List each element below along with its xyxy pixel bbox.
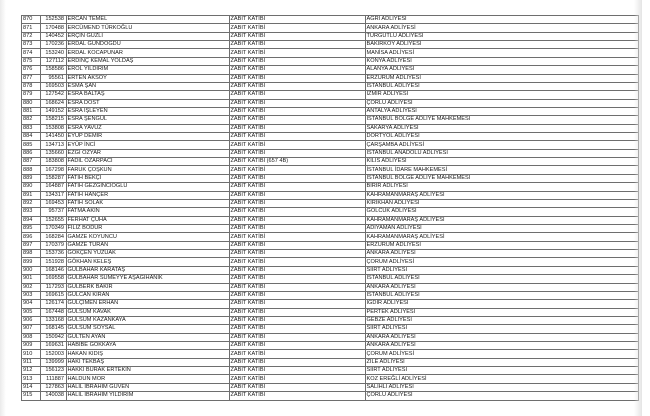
row-number-cell: 892 [22,199,41,207]
table-row [22,383,639,391]
row-number-cell: 912 [22,367,41,375]
job-title-cell: ZABIT KATİBİ [229,316,365,324]
registry-number-cell: 153240 [41,49,67,57]
job-title-cell: ZABIT KATİBİ [229,258,365,266]
table-row [22,350,639,358]
full-name-cell: FARUK ÇOŞKUN [66,166,229,174]
row-number-cell: 897 [22,241,41,249]
registry-number-cell: 126174 [41,300,67,308]
registry-number-cell: 169615 [41,291,67,299]
full-name-cell: GÜLBERK BAKIR [66,283,229,291]
job-title-cell: ZABIT KATİBİ [229,392,365,400]
table-row [22,325,639,333]
full-name-cell: ESRA BALTAŞ [66,91,229,99]
table-row [22,16,639,24]
full-name-cell: GAMZE KOYUNCU [66,233,229,241]
registry-number-cell: 111887 [41,375,67,383]
full-name-cell: GÜLBAHAR SÜMEYYE AŞAĞIHANİK [66,275,229,283]
full-name-cell: FATİH GEZGİNCİOĞLU [66,183,229,191]
assigned-courthouse-cell: ÇARŞAMBA ADLİYESİ [365,141,638,149]
job-title-cell: ZABIT KATİBİ [229,216,365,224]
row-number-cell: 910 [22,350,41,358]
full-name-cell: ERCÜMEND TÜRKOĞLU [66,24,229,32]
full-name-cell: GÖKHAN KELEŞ [66,258,229,266]
full-name-cell: GÜLSÜM KAZANKAYA [66,316,229,324]
table-row [22,342,639,350]
registry-number-cell: 167298 [41,166,67,174]
job-title-cell: ZABIT KATİBİ [229,350,365,358]
full-name-cell: HAKAN KIDIŞ [66,350,229,358]
assigned-courthouse-cell: IĞDIR ADLİYESİ [365,300,638,308]
row-number-cell: 881 [22,107,41,115]
row-number-cell: 888 [22,166,41,174]
registry-number-cell: 153808 [41,124,67,132]
assigned-courthouse-cell: PERTEK ADLİYESİ [365,308,638,316]
personnel-table [21,15,639,401]
table-row [22,208,639,216]
registry-number-cell: 152003 [41,350,67,358]
registry-number-cell: 127542 [41,91,67,99]
full-name-cell: EYÜP İNCİ [66,141,229,149]
registry-number-cell: 158586 [41,66,67,74]
row-number-cell: 882 [22,116,41,124]
full-name-cell: GAMZE TURAN [66,241,229,249]
assigned-courthouse-cell: KAHRAMANMARAŞ ADLİYESİ [365,216,638,224]
registry-number-cell: 167448 [41,308,67,316]
assigned-courthouse-cell: ÇORUM ADLİYESİ [365,258,638,266]
job-title-cell: ZABIT KATİBİ [229,325,365,333]
assigned-courthouse-cell: ANKARA ADLİYESİ [365,283,638,291]
row-number-cell: 902 [22,283,41,291]
table-row [22,199,639,207]
job-title-cell: ZABIT KATİBİ [229,133,365,141]
job-title-cell: ZABIT KATİBİ [229,333,365,341]
table-row [22,392,639,400]
full-name-cell: HALDUN MOR [66,375,229,383]
assigned-courthouse-cell: GÖLCÜK ADLİYESİ [365,208,638,216]
assigned-courthouse-cell: KONYA ADLİYESİ [365,57,638,65]
job-title-cell: ZABIT KATİBİ [229,283,365,291]
full-name-cell: FATMA AKIN [66,208,229,216]
registry-number-cell: 95561 [41,74,67,82]
registry-number-cell: 183808 [41,158,67,166]
page-edge-shadow-left [0,0,6,416]
table-row [22,32,639,40]
assigned-courthouse-cell: İSTANBUL ADLİYESİ [365,275,638,283]
table-row [22,166,639,174]
table-row [22,141,639,149]
job-title-cell: ZABIT KATİBİ [229,149,365,157]
table-row [22,66,639,74]
full-name-cell: GÖKÇEN YÜZÜAK [66,250,229,258]
job-title-cell: ZABIT KATİBİ [229,32,365,40]
job-title-cell: ZABIT KATİBİ [229,174,365,182]
registry-number-cell: 158287 [41,174,67,182]
assigned-courthouse-cell: İSTANBUL ADLİYESİ [365,291,638,299]
registry-number-cell: 152538 [41,16,67,24]
assigned-courthouse-cell: AĞRI ADLİYESİ [365,16,638,24]
row-number-cell: 883 [22,124,41,132]
row-number-cell: 911 [22,358,41,366]
table-row [22,183,639,191]
row-number-cell: 903 [22,291,41,299]
registry-number-cell: 140452 [41,32,67,40]
job-title-cell: ZABIT KATİBİ [229,383,365,391]
assigned-courthouse-cell: ERZURUM ADLİYESİ [365,241,638,249]
registry-number-cell: 139999 [41,358,67,366]
assigned-courthouse-cell: ANKARA ADLİYESİ [365,342,638,350]
job-title-cell: ZABIT KATİBİ [229,358,365,366]
row-number-cell: 873 [22,41,41,49]
registry-number-cell: 158215 [41,116,67,124]
registry-number-cell: 134317 [41,191,67,199]
full-name-cell: ERÇİN GÜZLİ [66,32,229,40]
registry-number-cell: 156123 [41,367,67,375]
row-number-cell: 908 [22,333,41,341]
table-row [22,216,639,224]
registry-number-cell: 133168 [41,316,67,324]
assigned-courthouse-cell: İSTANBUL ADLİYESİ [365,82,638,90]
full-name-cell: FATİH SOLAK [66,199,229,207]
full-name-cell: HAKİ TEKBAŞ [66,358,229,366]
row-number-cell: 879 [22,91,41,99]
table-row [22,99,639,107]
full-name-cell: FERHAT ÇUHA [66,216,229,224]
table-row [22,116,639,124]
table-row [22,24,639,32]
table-row [22,107,639,115]
full-name-cell: FATİH HANÇER [66,191,229,199]
row-number-cell: 894 [22,216,41,224]
table-row [22,158,639,166]
full-name-cell: ESRA YAVUZ [66,124,229,132]
full-name-cell: FATİH BEKÇİ [66,174,229,182]
table-row [22,258,639,266]
assigned-courthouse-cell: GEBZE ADLİYESİ [365,316,638,324]
registry-number-cell: 168146 [41,266,67,274]
table-row [22,174,639,182]
full-name-cell: ERDİNÇ KEMAL YOLDAŞ [66,57,229,65]
row-number-cell: 872 [22,32,41,40]
job-title-cell: ZABIT KATİBİ [229,24,365,32]
job-title-cell: ZABIT KATİBİ [229,183,365,191]
table-row [22,291,639,299]
row-number-cell: 885 [22,141,41,149]
row-number-cell: 878 [22,82,41,90]
table-row [22,250,639,258]
table-row [22,49,639,57]
registry-number-cell: 168284 [41,233,67,241]
assigned-courthouse-cell: BAKIRKÖY ADLİYESİ [365,41,638,49]
table-row [22,333,639,341]
registry-number-cell: 151928 [41,258,67,266]
row-number-cell: 904 [22,300,41,308]
job-title-cell: ZABIT KATİBİ [229,291,365,299]
registry-number-cell: 168145 [41,325,67,333]
registry-number-cell: 169631 [41,342,67,350]
job-title-cell: ZABIT KATİBİ [229,124,365,132]
table-row [22,57,639,65]
row-number-cell: 913 [22,375,41,383]
job-title-cell: ZABIT KATİBİ [229,300,365,308]
row-number-cell: 895 [22,224,41,232]
registry-number-cell: 170379 [41,241,67,249]
row-number-cell: 899 [22,258,41,266]
table-row [22,224,639,232]
row-number-cell: 890 [22,183,41,191]
registry-number-cell: 164887 [41,183,67,191]
assigned-courthouse-cell: KAHRAMANMARAŞ ADLİYESİ [365,233,638,241]
row-number-cell: 906 [22,316,41,324]
assigned-courthouse-cell: SİİRT ADLİYESİ [365,266,638,274]
registry-number-cell: 117293 [41,283,67,291]
assigned-courthouse-cell: KİLİS ADLİYESİ [365,158,638,166]
assigned-courthouse-cell: TURGUTLU ADLİYESİ [365,32,638,40]
full-name-cell: ERTEN AKSOY [66,74,229,82]
assigned-courthouse-cell: SALİHLİ ADLİYESİ [365,383,638,391]
registry-number-cell: 95737 [41,208,67,216]
row-number-cell: 871 [22,24,41,32]
job-title-cell: ZABIT KATİBİ [229,266,365,274]
table-row [22,91,639,99]
full-name-cell: FADIL ÖZARPACI [66,158,229,166]
assigned-courthouse-cell: İSTANBUL BÖLGE ADLİYE MAHKEMESİ [365,174,638,182]
registry-number-cell: 150942 [41,333,67,341]
personnel-table-body [22,16,639,401]
registry-number-cell: 127112 [41,57,67,65]
job-title-cell: ZABIT KATİBİ [229,250,365,258]
row-number-cell: 877 [22,74,41,82]
row-number-cell: 886 [22,149,41,157]
job-title-cell: ZABIT KATİBİ [229,199,365,207]
row-number-cell: 915 [22,392,41,400]
table-row [22,358,639,366]
registry-number-cell: 168624 [41,99,67,107]
assigned-courthouse-cell: ANTALYA ADLİYESİ [365,107,638,115]
assigned-courthouse-cell: ANKARA ADLİYESİ [365,333,638,341]
table-row [22,241,639,249]
assigned-courthouse-cell: ERZURUM ADLİYESİ [365,74,638,82]
registry-number-cell: 169503 [41,82,67,90]
assigned-courthouse-cell: ZİLE ADLİYESİ [365,358,638,366]
job-title-cell: ZABIT KATİBİ [229,375,365,383]
registry-number-cell: 140038 [41,392,67,400]
row-number-cell: 876 [22,66,41,74]
table-row [22,316,639,324]
full-name-cell: ESMA ŞAN [66,82,229,90]
full-name-cell: ERCAN TEMEL [66,16,229,24]
assigned-courthouse-cell: ÇORUM ADLİYESİ [365,350,638,358]
registry-number-cell: 127863 [41,383,67,391]
job-title-cell: ZABIT KATİBİ [229,275,365,283]
table-row [22,74,639,82]
table-row [22,41,639,49]
full-name-cell: EYÜP DEMİR [66,133,229,141]
assigned-courthouse-cell: ANKARA ADLİYESİ [365,250,638,258]
row-number-cell: 907 [22,325,41,333]
job-title-cell: ZABIT KATİBİ [229,91,365,99]
row-number-cell: 896 [22,233,41,241]
job-title-cell: ZABIT KATİBİ [229,308,365,316]
table-row [22,124,639,132]
row-number-cell: 909 [22,342,41,350]
full-name-cell: GÜLSÜM KAVAK [66,308,229,316]
full-name-cell: HALİL İBRAHİM GÜVEN [66,383,229,391]
full-name-cell: ESRA İŞLEYEN [66,107,229,115]
full-name-cell: GÜLÇİMEN ERHAN [66,300,229,308]
full-name-cell: EROL YILDIRIM [66,66,229,74]
assigned-courthouse-cell: İZMİR ADLİYESİ [365,91,638,99]
full-name-cell: GÜLSÜM SOYSAL [66,325,229,333]
assigned-courthouse-cell: ÇORLU ADLİYESİ [365,392,638,400]
table-row [22,375,639,383]
row-number-cell: 884 [22,133,41,141]
row-number-cell: 905 [22,308,41,316]
registry-number-cell: 169453 [41,199,67,207]
row-number-cell: 914 [22,383,41,391]
registry-number-cell: 152655 [41,216,67,224]
full-name-cell: ERDAL KOCAPUNAR [66,49,229,57]
row-number-cell: 880 [22,99,41,107]
job-title-cell: ZABIT KATİBİ [229,74,365,82]
full-name-cell: HALİL İBRAHİM YILDIRIM [66,392,229,400]
full-name-cell: EZGİ ÖZYAR [66,149,229,157]
job-title-cell: ZABIT KATİBİ [229,233,365,241]
full-name-cell: GÜLTEN AYAN [66,333,229,341]
row-number-cell: 900 [22,266,41,274]
assigned-courthouse-cell: BİRİR ADLİYESİ [365,183,638,191]
assigned-courthouse-cell: SAKARYA ADLİYESİ [365,124,638,132]
full-name-cell: ESRA ŞENGÜL [66,116,229,124]
job-title-cell: ZABIT KATİBİ [229,367,365,375]
row-number-cell: 893 [22,208,41,216]
row-number-cell: 889 [22,174,41,182]
job-title-cell: ZABIT KATİBİ [229,16,365,24]
assigned-courthouse-cell: KOZ EREĞLİ ADLİYESİ [365,375,638,383]
row-number-cell: 891 [22,191,41,199]
page-edge-shadow-right [634,0,642,416]
job-title-cell: ZABIT KATİBİ [229,208,365,216]
job-title-cell: ZABIT KATİBİ [229,107,365,115]
assigned-courthouse-cell: KAHRAMANMARAŞ ADLİYESİ [365,191,638,199]
registry-number-cell: 170349 [41,224,67,232]
registry-number-cell: 170488 [41,24,67,32]
assigned-courthouse-cell: DÖRTYOL ADLİYESİ [365,133,638,141]
assigned-courthouse-cell: ALANYA ADLİYESİ [365,66,638,74]
full-name-cell: HABİBE GÖKKAYA [66,342,229,350]
row-number-cell: 898 [22,250,41,258]
job-title-cell: ZABIT KATİBİ [229,57,365,65]
assigned-courthouse-cell: ANKARA ADLİYESİ [365,24,638,32]
table-row [22,149,639,157]
job-title-cell: ZABIT KATİBİ [229,241,365,249]
assigned-courthouse-cell: KIRIKHAN ADLİYESİ [365,199,638,207]
table-row [22,133,639,141]
job-title-cell: ZABIT KATİBİ [229,99,365,107]
row-number-cell: 874 [22,49,41,57]
registry-number-cell: 170236 [41,41,67,49]
job-title-cell: ZABIT KATİBİ [229,66,365,74]
assigned-courthouse-cell: ÇORLU ADLİYESİ [365,99,638,107]
table-row [22,233,639,241]
assigned-courthouse-cell: MANİSA ADLİYESİ [365,49,638,57]
full-name-cell: GÜLCAN KIRAN [66,291,229,299]
registry-number-cell: 149152 [41,107,67,115]
table-row [22,300,639,308]
job-title-cell: ZABIT KATİBİ [229,191,365,199]
registry-number-cell: 141450 [41,133,67,141]
table-row [22,82,639,90]
row-number-cell: 870 [22,16,41,24]
table-row [22,367,639,375]
table-row [22,191,639,199]
full-name-cell: FİLİZ BODUR [66,224,229,232]
assigned-courthouse-cell: İSTANBUL İDARE MAHKEMESİ [365,166,638,174]
assigned-courthouse-cell: İSTANBUL ANADOLU ADLİYESİ [365,149,638,157]
full-name-cell: GÜLBAHAR KARATAŞ [66,266,229,274]
job-title-cell: ZABIT KATİBİ (657 4B) [229,158,365,166]
job-title-cell: ZABIT KATİBİ [229,49,365,57]
job-title-cell: ZABIT KATİBİ [229,141,365,149]
full-name-cell: ESRA DOST [66,99,229,107]
full-name-cell: ERDAL GÜNDOĞDU [66,41,229,49]
table-row [22,275,639,283]
assigned-courthouse-cell: SİİRT ADLİYESİ [365,367,638,375]
job-title-cell: ZABIT KATİBİ [229,41,365,49]
registry-number-cell: 169558 [41,275,67,283]
assigned-courthouse-cell: İSTANBUL BÖLGE ADLİYE MAHKEMESİ [365,116,638,124]
registry-number-cell: 153736 [41,250,67,258]
table-row [22,283,639,291]
job-title-cell: ZABIT KATİBİ [229,342,365,350]
full-name-cell: HAKKI BURAK ERTEKİN [66,367,229,375]
row-number-cell: 901 [22,275,41,283]
job-title-cell: ZABIT KATİBİ [229,166,365,174]
table-row [22,308,639,316]
assigned-courthouse-cell: ADIYAMAN ADLİYESİ [365,224,638,232]
job-title-cell: ZABIT KATİBİ [229,116,365,124]
row-number-cell: 875 [22,57,41,65]
registry-number-cell: 134713 [41,141,67,149]
job-title-cell: ZABIT KATİBİ [229,224,365,232]
table-row [22,266,639,274]
assigned-courthouse-cell: SİİRT ADLİYESİ [365,325,638,333]
registry-number-cell: 135660 [41,149,67,157]
job-title-cell: ZABIT KATİBİ [229,82,365,90]
row-number-cell: 887 [22,158,41,166]
